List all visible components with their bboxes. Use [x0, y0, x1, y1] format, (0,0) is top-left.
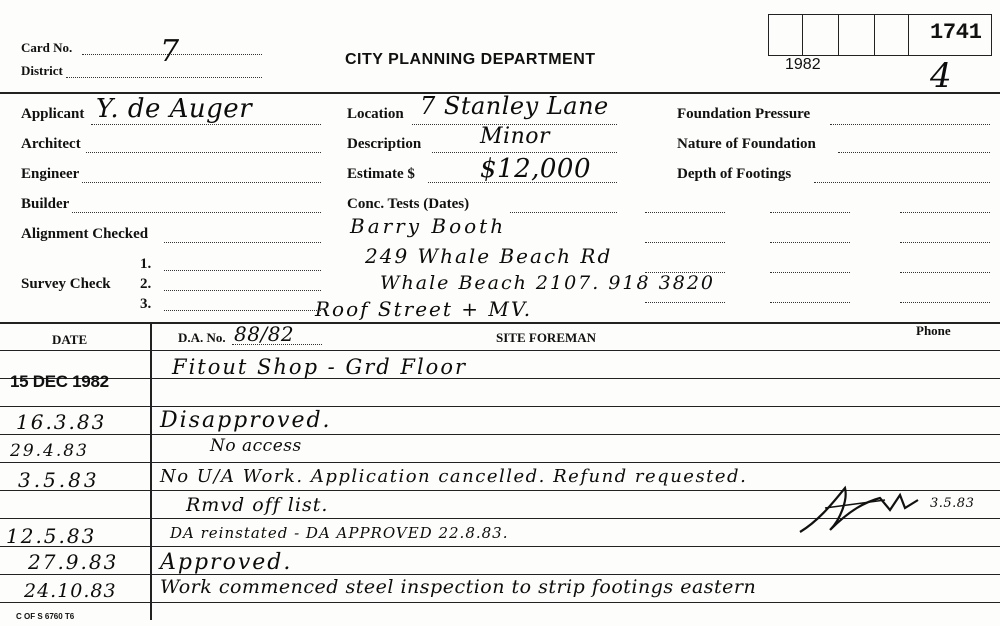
log-row-8-date: 24.10.83	[24, 580, 117, 602]
applicant-label: Applicant	[21, 106, 85, 122]
note-line-4: Roof Street + MV.	[315, 297, 533, 321]
form-code: C OF S 6760 T6	[16, 612, 75, 621]
card-number: 1741	[930, 20, 982, 45]
foundation-pressure-label: Foundation Pressure	[677, 106, 811, 122]
log-row-7-date: 27.9.83	[28, 550, 119, 574]
department-title: CITY PLANNING DEPARTMENT	[345, 51, 596, 68]
location-value: 7 Stanley Lane	[420, 92, 609, 120]
applicant-value: Y. de Auger	[96, 94, 253, 124]
card-no-value: 7	[160, 34, 180, 69]
log-row-4-entry: No U/A Work. Application cancelled. Refund requested.	[160, 466, 748, 487]
handwritten-number: 4	[930, 56, 953, 96]
da-no-value: 88/82	[234, 322, 295, 346]
location-label: Location	[347, 106, 404, 122]
log-row-4-date: 3.5.83	[18, 468, 100, 492]
phone-header: Phone	[916, 323, 951, 338]
estimate-label: Estimate $	[347, 166, 415, 182]
card-no-label: Card No.	[21, 40, 73, 55]
log-row-1-date: 15 DEC 1982	[10, 372, 109, 391]
survey-item-3: 3.	[140, 296, 152, 312]
inspector-signature	[790, 480, 930, 540]
year-label: 1982	[785, 56, 821, 73]
note-line-3: Whale Beach 2107. 918 3820	[380, 272, 715, 294]
log-row-3-date: 29.4.83	[10, 441, 89, 461]
survey-label: Survey Check	[21, 276, 111, 292]
estimate-value: $12,000	[480, 154, 592, 184]
description-label: Description	[347, 136, 422, 152]
survey-item-1: 1.	[140, 256, 152, 272]
engineer-label: Engineer	[21, 166, 80, 182]
nature-of-foundation-label: Nature of Foundation	[677, 136, 816, 152]
note-line-2: 249 Whale Beach Rd	[365, 244, 613, 268]
alignment-label: Alignment Checked	[21, 226, 149, 242]
site-foreman-header: SITE FOREMAN	[496, 330, 597, 345]
signature-date: 3.5.83	[930, 496, 975, 511]
date-column-header: DATE	[52, 332, 88, 347]
district-label: District	[21, 63, 63, 78]
da-no-label: D.A. No.	[178, 330, 226, 345]
log-row-2-date: 16.3.83	[16, 410, 107, 434]
log-row-5-entry: Rmvd off list.	[186, 494, 329, 516]
log-row-1-entry: Fitout Shop - Grd Floor	[172, 355, 467, 379]
conc-tests-label: Conc. Tests (Dates)	[347, 196, 470, 212]
note-line-1: Barry Booth	[350, 214, 507, 238]
description-value: Minor	[480, 124, 550, 149]
log-row-7-entry: Approved.	[160, 550, 293, 575]
builder-label: Builder	[21, 196, 70, 212]
log-row-2-entry: Disapproved.	[160, 408, 332, 433]
log-row-6-date: 12.5.83	[6, 524, 97, 548]
depth-of-footings-label: Depth of Footings	[677, 166, 792, 182]
survey-item-2: 2.	[140, 276, 152, 292]
architect-label: Architect	[21, 136, 81, 152]
log-row-6-entry: DA reinstated - DA APPROVED 22.8.83.	[170, 524, 509, 542]
log-row-8-entry: Work commenced steel inspection to strip footings eastern	[160, 576, 757, 598]
log-row-3-entry: No access	[210, 436, 302, 456]
